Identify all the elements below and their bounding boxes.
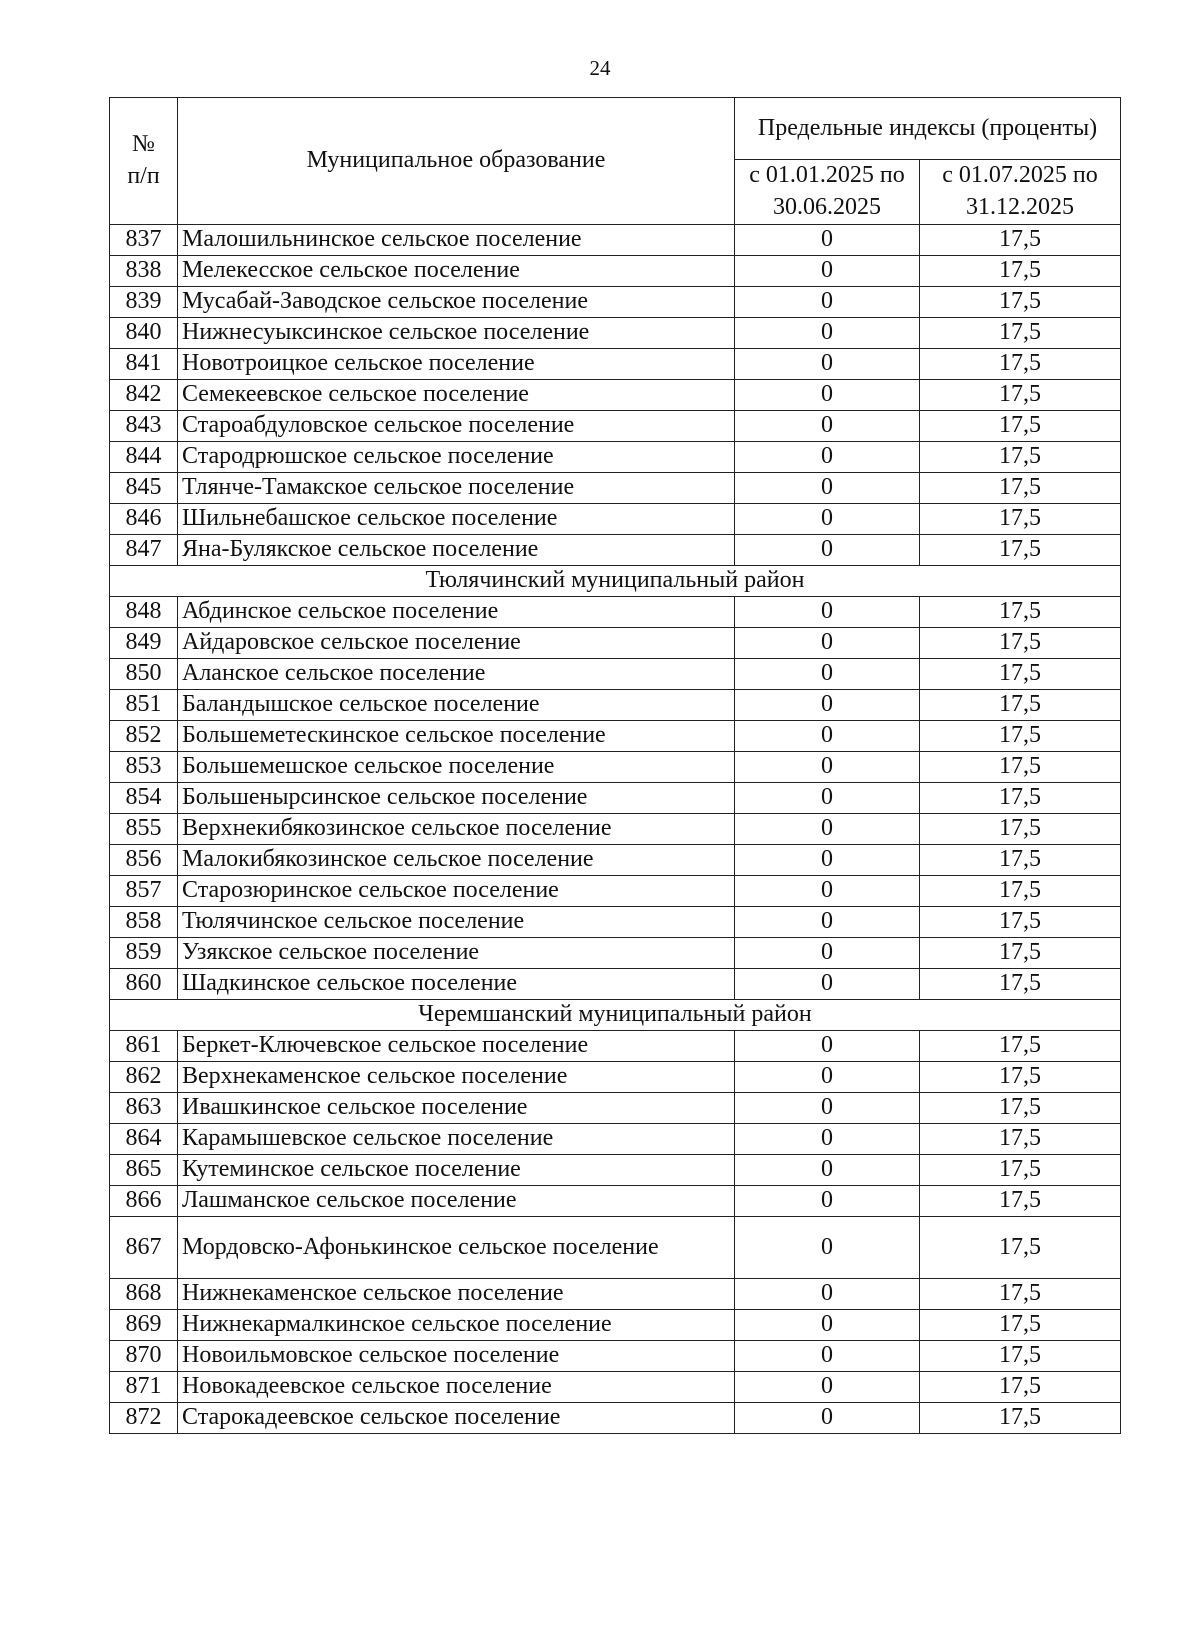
table-row	[110, 968, 1121, 999]
table-row	[110, 1185, 1121, 1216]
header-municipality: Муниципальное образование	[178, 98, 735, 225]
index-period-1: 0	[735, 1309, 920, 1340]
municipality-name: Мелекесское сельское поселение	[178, 255, 735, 286]
row-number: 849	[110, 627, 178, 658]
index-period-1: 0	[735, 255, 920, 286]
municipality-name: Большемешское сельское поселение	[178, 751, 735, 782]
table-row	[110, 1340, 1121, 1371]
row-number: 863	[110, 1092, 178, 1123]
table-row	[110, 1092, 1121, 1123]
municipality-name: Большеметескинское сельское поселение	[178, 720, 735, 751]
index-period-1: 0	[735, 1061, 920, 1092]
header-period-1: с 01.01.2025 по 30.06.2025	[735, 160, 920, 225]
index-period-2: 17,5	[920, 813, 1121, 844]
row-number: 861	[110, 1030, 178, 1061]
row-number: 872	[110, 1402, 178, 1433]
index-period-1: 0	[735, 875, 920, 906]
row-number: 843	[110, 410, 178, 441]
index-period-2: 17,5	[920, 968, 1121, 999]
index-period-1: 0	[735, 348, 920, 379]
municipality-name: Яна-Булякское сельское поселение	[178, 534, 735, 565]
row-number: 870	[110, 1340, 178, 1371]
municipality-name: Лашманское сельское поселение	[178, 1185, 735, 1216]
row-number: 845	[110, 472, 178, 503]
municipality-name: Новокадеевское сельское поселение	[178, 1371, 735, 1402]
index-period-2: 17,5	[920, 720, 1121, 751]
index-period-1: 0	[735, 813, 920, 844]
table-row	[110, 875, 1121, 906]
municipality-name: Айдаровское сельское поселение	[178, 627, 735, 658]
table-row	[110, 224, 1121, 255]
index-period-2: 17,5	[920, 906, 1121, 937]
index-period-1: 0	[735, 1154, 920, 1185]
table-row	[110, 410, 1121, 441]
municipality-name: Карамышевское сельское поселение	[178, 1123, 735, 1154]
index-period-2: 17,5	[920, 596, 1121, 627]
row-number: 854	[110, 782, 178, 813]
table-row	[110, 720, 1121, 751]
table-row	[110, 1278, 1121, 1309]
table-row	[110, 1309, 1121, 1340]
index-period-1: 0	[735, 968, 920, 999]
index-period-2: 17,5	[920, 441, 1121, 472]
index-period-2: 17,5	[920, 751, 1121, 782]
table-row	[110, 937, 1121, 968]
index-period-1: 0	[735, 1371, 920, 1402]
index-period-1: 0	[735, 1340, 920, 1371]
row-number: 868	[110, 1278, 178, 1309]
municipality-name: Малошильнинское сельское поселение	[178, 224, 735, 255]
table-header	[110, 98, 1121, 225]
row-number: 860	[110, 968, 178, 999]
index-period-1: 0	[735, 441, 920, 472]
municipality-name: Аланское сельское поселение	[178, 658, 735, 689]
row-number: 869	[110, 1309, 178, 1340]
municipality-name: Верхнекаменское сельское поселение	[178, 1061, 735, 1092]
index-period-2: 17,5	[920, 937, 1121, 968]
row-number: 859	[110, 937, 178, 968]
district-header-row	[110, 999, 1121, 1030]
row-number: 857	[110, 875, 178, 906]
table-row	[110, 286, 1121, 317]
municipality-name: Староабдуловское сельское поселение	[178, 410, 735, 441]
row-number: 837	[110, 224, 178, 255]
index-period-2: 17,5	[920, 627, 1121, 658]
index-period-2: 17,5	[920, 472, 1121, 503]
index-period-2: 17,5	[920, 410, 1121, 441]
header-indices-group: Предельные индексы (проценты)	[735, 98, 1121, 160]
table-row	[110, 1123, 1121, 1154]
index-period-1: 0	[735, 472, 920, 503]
municipality-name: Узякское сельское поселение	[178, 937, 735, 968]
index-period-1: 0	[735, 1216, 920, 1278]
table-row	[110, 379, 1121, 410]
index-period-2: 17,5	[920, 1154, 1121, 1185]
page-number: 24	[589, 56, 611, 80]
table-row	[110, 627, 1121, 658]
municipality-name: Малокибякозинское сельское поселение	[178, 844, 735, 875]
index-period-2: 17,5	[920, 1216, 1121, 1278]
index-period-1: 0	[735, 782, 920, 813]
index-period-1: 0	[735, 658, 920, 689]
index-period-2: 17,5	[920, 1278, 1121, 1309]
row-number: 851	[110, 689, 178, 720]
row-number: 839	[110, 286, 178, 317]
table-row	[110, 1154, 1121, 1185]
row-number: 848	[110, 596, 178, 627]
municipality-name: Абдинское сельское поселение	[178, 596, 735, 627]
municipality-name: Тюлячинское сельское поселение	[178, 906, 735, 937]
table-body	[110, 224, 1121, 1433]
table-row	[110, 441, 1121, 472]
index-period-2: 17,5	[920, 658, 1121, 689]
index-period-2: 17,5	[920, 1340, 1121, 1371]
table-row	[110, 534, 1121, 565]
table-row	[110, 751, 1121, 782]
index-period-2: 17,5	[920, 1123, 1121, 1154]
table-row	[110, 1061, 1121, 1092]
index-period-1: 0	[735, 844, 920, 875]
row-number: 858	[110, 906, 178, 937]
row-number: 846	[110, 503, 178, 534]
index-period-2: 17,5	[920, 224, 1121, 255]
row-number: 850	[110, 658, 178, 689]
table-row	[110, 472, 1121, 503]
index-period-2: 17,5	[920, 875, 1121, 906]
row-number: 847	[110, 534, 178, 565]
municipality-name: Кутеминское сельское поселение	[178, 1154, 735, 1185]
table-row	[110, 1216, 1121, 1278]
table-row	[110, 844, 1121, 875]
index-period-1: 0	[735, 1123, 920, 1154]
row-number: 867	[110, 1216, 178, 1278]
district-name: Черемшанский муниципальный район	[110, 999, 1121, 1030]
table-row	[110, 1371, 1121, 1402]
table-row	[110, 255, 1121, 286]
index-period-2: 17,5	[920, 503, 1121, 534]
index-period-2: 17,5	[920, 348, 1121, 379]
municipality-name: Верхнекибякозинское сельское поселение	[178, 813, 735, 844]
index-period-2: 17,5	[920, 782, 1121, 813]
index-period-1: 0	[735, 286, 920, 317]
municipality-name: Ивашкинское сельское поселение	[178, 1092, 735, 1123]
row-number: 852	[110, 720, 178, 751]
table-row	[110, 317, 1121, 348]
index-period-1: 0	[735, 906, 920, 937]
index-period-1: 0	[735, 720, 920, 751]
index-period-2: 17,5	[920, 844, 1121, 875]
municipality-name: Тлянче-Тамакское сельское поселение	[178, 472, 735, 503]
table-row	[110, 658, 1121, 689]
index-period-1: 0	[735, 1030, 920, 1061]
index-period-1: 0	[735, 224, 920, 255]
row-number: 840	[110, 317, 178, 348]
index-period-2: 17,5	[920, 255, 1121, 286]
index-period-2: 17,5	[920, 379, 1121, 410]
index-period-2: 17,5	[920, 689, 1121, 720]
index-period-2: 17,5	[920, 286, 1121, 317]
municipality-name: Новоильмовское сельское поселение	[178, 1340, 735, 1371]
table-row	[110, 1402, 1121, 1433]
row-number: 855	[110, 813, 178, 844]
district-name: Тюлячинский муниципальный район	[110, 565, 1121, 596]
municipality-name: Нижнекаменское сельское поселение	[178, 1278, 735, 1309]
municipality-name: Нижнесуыксинское сельское поселение	[178, 317, 735, 348]
table-row	[110, 348, 1121, 379]
index-table	[109, 97, 1121, 1434]
row-number: 856	[110, 844, 178, 875]
row-number: 862	[110, 1061, 178, 1092]
municipality-name: Стародрюшское сельское поселение	[178, 441, 735, 472]
index-period-2: 17,5	[920, 1371, 1121, 1402]
index-period-1: 0	[735, 410, 920, 441]
index-period-1: 0	[735, 1402, 920, 1433]
index-period-2: 17,5	[920, 1092, 1121, 1123]
table-row	[110, 503, 1121, 534]
municipality-name: Семекеевское сельское поселение	[178, 379, 735, 410]
municipality-name: Старозюринское сельское поселение	[178, 875, 735, 906]
index-period-1: 0	[735, 627, 920, 658]
index-period-1: 0	[735, 596, 920, 627]
municipality-name: Баландышское сельское поселение	[178, 689, 735, 720]
row-number: 853	[110, 751, 178, 782]
index-period-1: 0	[735, 751, 920, 782]
row-number: 842	[110, 379, 178, 410]
index-period-2: 17,5	[920, 1402, 1121, 1433]
row-number: 841	[110, 348, 178, 379]
row-number: 865	[110, 1154, 178, 1185]
index-period-1: 0	[735, 317, 920, 348]
table-row	[110, 906, 1121, 937]
municipality-name: Шадкинское сельское поселение	[178, 968, 735, 999]
index-period-1: 0	[735, 1278, 920, 1309]
index-period-2: 17,5	[920, 1030, 1121, 1061]
index-period-1: 0	[735, 379, 920, 410]
table-row	[110, 689, 1121, 720]
index-period-1: 0	[735, 534, 920, 565]
municipality-name: Новотроицкое сельское поселение	[178, 348, 735, 379]
row-number: 838	[110, 255, 178, 286]
municipality-name: Шильнебашское сельское поселение	[178, 503, 735, 534]
header-number: № п/п	[110, 98, 178, 225]
row-number: 864	[110, 1123, 178, 1154]
index-period-2: 17,5	[920, 1309, 1121, 1340]
index-period-1: 0	[735, 1185, 920, 1216]
index-period-2: 17,5	[920, 534, 1121, 565]
municipality-name: Большенырсинское сельское поселение	[178, 782, 735, 813]
row-number: 871	[110, 1371, 178, 1402]
row-number: 866	[110, 1185, 178, 1216]
district-header-row	[110, 565, 1121, 596]
table-row	[110, 596, 1121, 627]
municipality-name: Мусабай-Заводское сельское поселение	[178, 286, 735, 317]
header-period-2: с 01.07.2025 по 31.12.2025	[920, 160, 1121, 225]
index-period-1: 0	[735, 937, 920, 968]
index-period-1: 0	[735, 503, 920, 534]
municipality-name: Нижнекармалкинское сельское поселение	[178, 1309, 735, 1340]
index-period-2: 17,5	[920, 1061, 1121, 1092]
index-period-1: 0	[735, 689, 920, 720]
index-period-2: 17,5	[920, 317, 1121, 348]
table-row	[110, 782, 1121, 813]
municipality-name: Старокадеевское сельское поселение	[178, 1402, 735, 1433]
row-number: 844	[110, 441, 178, 472]
table-row	[110, 1030, 1121, 1061]
index-period-2: 17,5	[920, 1185, 1121, 1216]
municipality-name: Беркет-Ключевское сельское поселение	[178, 1030, 735, 1061]
municipality-name: Мордовско-Афонькинское сельское поселение	[178, 1216, 735, 1278]
index-period-1: 0	[735, 1092, 920, 1123]
table-row	[110, 813, 1121, 844]
